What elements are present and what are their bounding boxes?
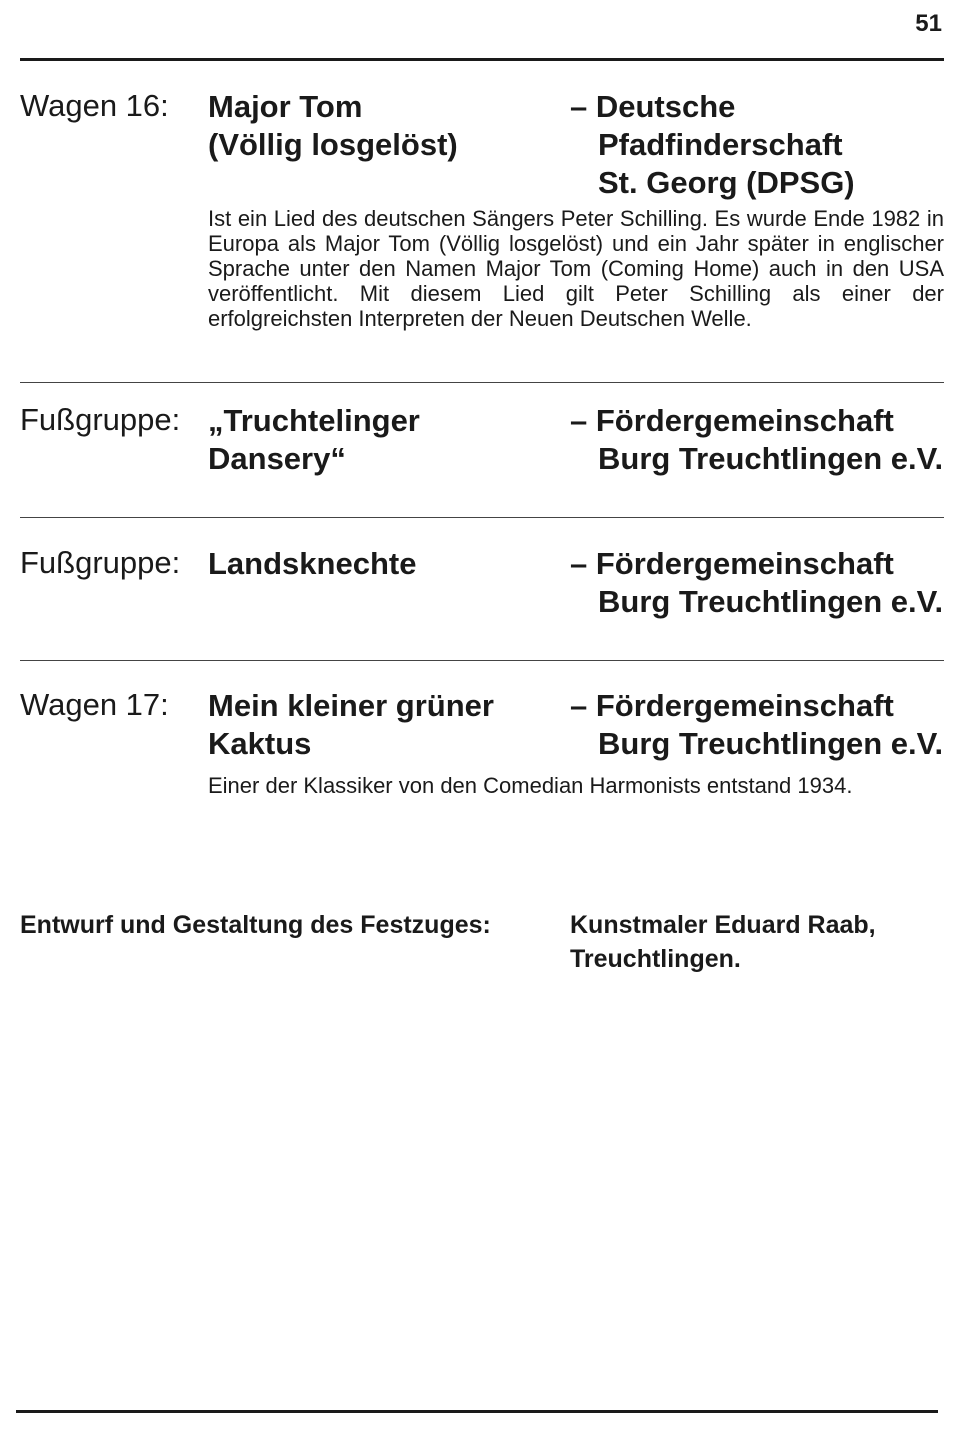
title-line: Kaktus <box>208 726 312 761</box>
org-line: – Fördergemeinschaft <box>570 688 894 723</box>
page-number: 51 <box>915 10 942 37</box>
entry-title <box>208 88 568 164</box>
entry-title <box>208 687 568 763</box>
entry-organization <box>570 88 950 202</box>
org-line: Pfadfinderschaft <box>598 127 843 162</box>
entry-label: Fußgruppe: <box>20 402 181 437</box>
credit-label: Entwurf und Gestaltung des Festzuges: <box>20 911 491 939</box>
entry-description: Einer der Klassiker von den Comedian Harmonists entstand 1934. <box>208 773 853 798</box>
entry-label: Wagen 17: <box>20 687 169 722</box>
entry-title <box>208 545 568 583</box>
title-line: (Völlig losgelöst) <box>208 127 458 162</box>
title-line: „Truchtelinger <box>208 403 420 438</box>
org-line: – Deutsche <box>570 89 736 124</box>
entry-label: Wagen 16: <box>20 88 169 123</box>
divider <box>20 517 944 518</box>
bottom-rule <box>16 1410 938 1413</box>
title-line: Landsknechte <box>208 546 417 581</box>
top-rule <box>20 58 944 61</box>
entry-organization <box>570 545 950 621</box>
org-line: Burg Treuchtlingen e.V. <box>598 726 944 761</box>
entry-description: Ist ein Lied des deutschen Sängers Peter Schilling. Es wurde Ende 1982 in Europa als Major Tom (Völlig losgelöst) und ein Jahr später in englischer Sprache unter den Namen Major Tom (Coming Home) auch in den USA veröffentlicht. Mit diesem Lied gilt Peter Schilling als einer der erfolgreichsten Interpreten der Neuen Deutschen Welle. <box>208 206 944 331</box>
divider <box>20 660 944 661</box>
org-line: – Fördergemeinschaft <box>570 403 894 438</box>
title-line: Dansery“ <box>208 441 346 476</box>
title-line: Mein kleiner grüner <box>208 688 494 723</box>
org-line: Burg Treuchtlingen e.V. <box>598 584 944 619</box>
org-line: – Fördergemeinschaft <box>570 546 894 581</box>
credit-value <box>570 908 876 976</box>
entry-title <box>208 402 568 478</box>
divider <box>20 382 944 383</box>
credit-value-line: Treuchtlingen. <box>570 945 741 973</box>
credit-value-line: Kunstmaler Eduard Raab, <box>570 911 876 939</box>
org-line: St. Georg (DPSG) <box>598 165 855 200</box>
entry-organization <box>570 687 950 763</box>
org-line: Burg Treuchtlingen e.V. <box>598 441 944 476</box>
entry-organization <box>570 402 950 478</box>
title-line: Major Tom <box>208 89 363 124</box>
entry-label: Fußgruppe: <box>20 545 181 580</box>
